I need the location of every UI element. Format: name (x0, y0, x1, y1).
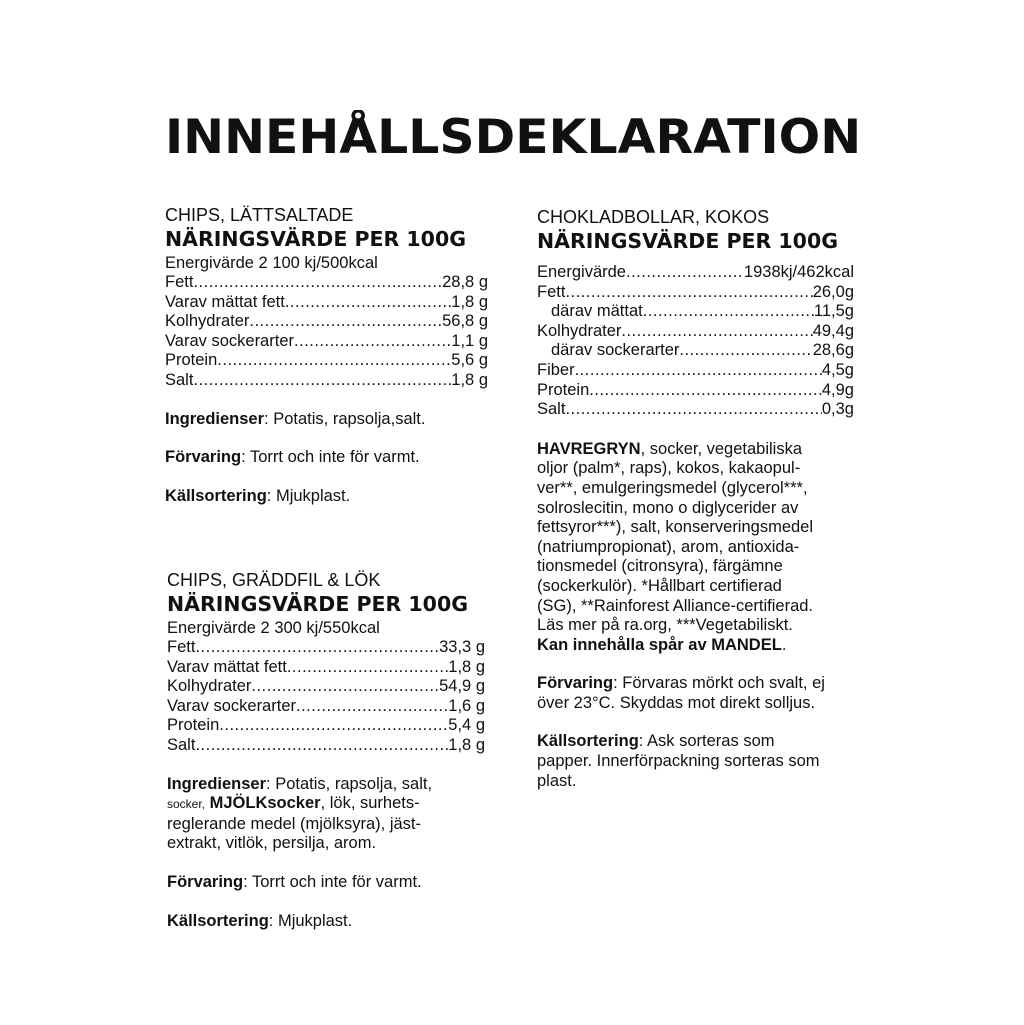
storage-text: Förvaring: Förvaras mörkt och svalt, ej över 23°C. Skyddas mot direkt solljus. (537, 674, 825, 712)
nutrition-row: därav sockerarter ..... 28,6g (537, 341, 854, 361)
nutrition-row: Fett ..... 33,3 g (167, 638, 485, 658)
product-name: CHIPS, LÄTTSALTADE (165, 205, 354, 225)
nutrition-row: Fiber ..... 4,5g (537, 361, 854, 381)
product-chips-graddfil-lok (167, 570, 485, 931)
ingredients-text: Ingredienser: Potatis, rapsolja, salt, socker, MJÖLKsocker, lök, surhets- reglerande medel (mjölksyra), jäst- extrakt, vitlök, persilja, arom. (167, 774, 433, 853)
nutrition-heading: NÄRINGSVÄRDE PER 100G (537, 229, 839, 253)
ingredients-text: Ingredienser: Potatis, rapsolja,salt. (165, 409, 426, 428)
nutrition-row: därav mättat ..... 11,5g (537, 302, 854, 322)
product-name: CHIPS, GRÄDDFIL & LÖK (167, 570, 381, 590)
energy-value: Energivärde 2 300 kj/550kcal (167, 619, 380, 637)
nutrition-row: Protein ..... 5,6 g (165, 351, 488, 371)
nutrition-row: Protein ..... 4,9g (537, 381, 854, 401)
product-chips-lattsaltade (165, 205, 488, 506)
nutrition-row: Kolhydrater ..... 49,4g (537, 322, 854, 342)
nutrition-row: Kolhydrater ..... 56,8 g (165, 312, 488, 332)
storage-text: Förvaring: Torrt och inte för varmt. (167, 872, 422, 891)
nutrition-row: Kolhydrater ..... 54,9 g (167, 677, 485, 697)
page-title: INNEHÅLLSDEKLARATION (165, 110, 862, 165)
energy-value: Energivärde 2 100 kj/500kcal (165, 254, 378, 272)
recycling-text: Källsortering: Ask sorteras som papper. Innerförpackning sorteras som plast. (537, 732, 820, 790)
nutrition-row: Salt ..... 1,8 g (167, 736, 485, 756)
allergen-warning: Kan innehålla spår av MANDEL (537, 635, 782, 654)
nutrition-row: Varav sockerarter ..... 1,1 g (165, 332, 488, 352)
nutrition-row: Varav mättat fett ..... 1,8 g (167, 658, 485, 678)
nutrition-row: Varav mättat fett ..... 1,8 g (165, 293, 488, 313)
recycling-text: Källsortering: Mjukplast. (167, 911, 353, 930)
storage-text: Förvaring: Torrt och inte för varmt. (165, 448, 420, 467)
nutrition-row: Salt ..... 0,3g (537, 400, 854, 420)
nutrition-table (537, 263, 854, 420)
product-chokladbollar-kokos (537, 207, 855, 791)
nutrition-row: Varav sockerarter ..... 1,6 g (167, 697, 485, 717)
nutrition-row: Protein ..... 5,4 g (167, 716, 485, 736)
ingredients-text: HAVREGRYN, socker, vegetabiliska oljor (palm*, raps), kokos, kakaopul- ver**, emulgeringsmedel (glycerol***, solroslecitin, mono o diglycerider av fettsyror***), salt, konserveringsmedel (natriumpropionat), arom, antioxida- tionsmedel (citronsyra), färgämne (sockerkulör). *Hållbart certifierad (SG), **Rainforest Alliance-certifierad. Läs mer på ra.org, ***Vegetabiliskt. Kan innehålla spår av MANDEL. (537, 439, 814, 654)
nutrition-heading: NÄRINGSVÄRDE PER 100G (165, 227, 467, 251)
recycling-text: Källsortering: Mjukplast. (165, 486, 351, 505)
nutrition-row: Salt ..... 1,8 g (165, 371, 488, 391)
product-name: CHOKLADBOLLAR, KOKOS (537, 207, 770, 227)
nutrition-row: Fett ..... 28,8 g (165, 273, 488, 293)
nutrition-heading: NÄRINGSVÄRDE PER 100G (167, 592, 469, 616)
nutrition-row: Energivärde ..... 1938kj/462kcal (537, 263, 854, 283)
nutrition-table (167, 638, 485, 756)
nutrition-row: Fett ..... 26,0g (537, 283, 854, 303)
nutrition-table (165, 273, 488, 391)
